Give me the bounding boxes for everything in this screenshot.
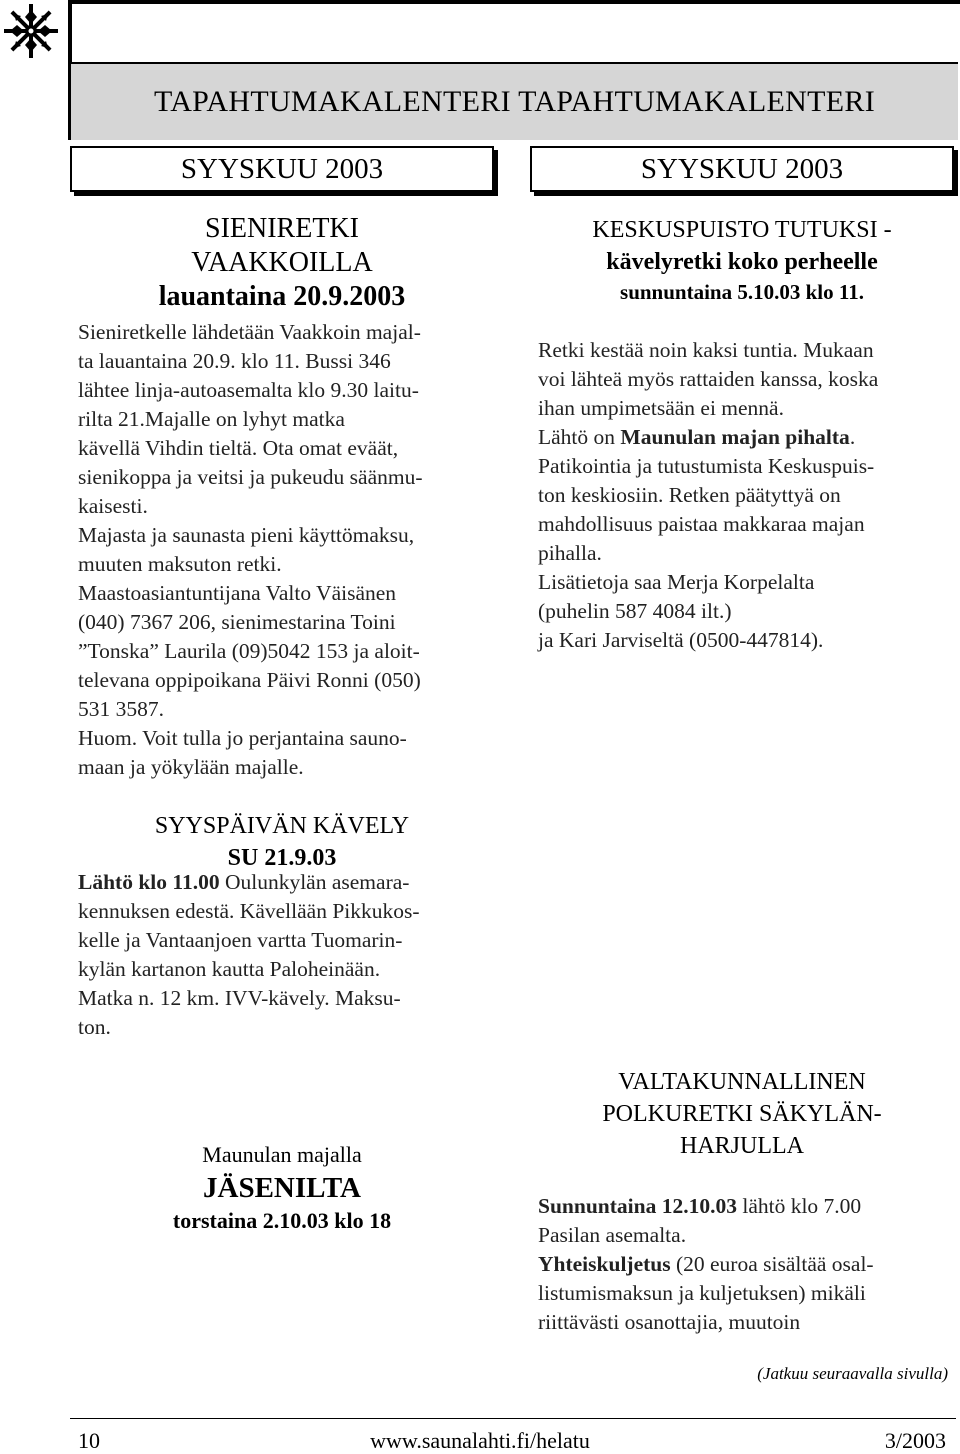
body-line: ”Tonska” Laurila (09)5042 153 ja aloit- <box>78 639 420 663</box>
body-text: (20 euroa sisältää osal- <box>670 1252 874 1276</box>
body-line: Pasilan asemalta. <box>538 1223 687 1247</box>
body-line: ihan umpimetsään ei mennä. <box>538 396 784 420</box>
month-header-right <box>530 146 954 192</box>
banner-title: TAPAHTUMAKALENTERI TAPAHTUMAKALENTERI <box>153 85 875 118</box>
body-line: Sieniretkelle lähdetään Vaakkoin majal- <box>78 320 421 344</box>
event-keskuspuisto-title <box>530 214 954 306</box>
body-line: Majasta ja saunasta pieni käyttömaksu, <box>78 523 415 547</box>
calendar-banner <box>71 62 958 140</box>
body-line: Matka n. 12 km. IVV-kävely. Maksu- <box>78 986 401 1010</box>
body-line: Lisätietoja saa Merja Korpelalta <box>538 570 815 594</box>
event-title-line: VALTAKUNNALLINEN <box>618 1069 866 1095</box>
body-line: listumismaksun ja kuljetuksen) mikäli <box>538 1281 866 1305</box>
event-date: Sunnuntaina 12.10.03 <box>538 1194 737 1218</box>
body-line: sienikoppa ja veitsi ja pukeudu säänmu- <box>78 465 423 489</box>
month-label-right: SYYSKUU 2003 <box>640 152 844 185</box>
snowflake-logo-icon <box>2 2 60 60</box>
body-line: lähtee linja-autoasemalta klo 9.30 laitu- <box>78 378 419 402</box>
event-polkuretki-title <box>530 1066 954 1162</box>
event-title-line: POLKURETKI SÄKYLÄN- <box>602 1101 882 1127</box>
body-line: kelle ja Vantaanjoen vartta Tuomarin- <box>78 928 403 952</box>
event-location: Maunulan majalla <box>202 1142 362 1167</box>
event-syyspaivan-body <box>78 868 498 1042</box>
event-title-line: VAAKKOILLA <box>191 247 373 278</box>
body-line: televana oppipoikana Päivi Ronni (050) <box>78 668 421 692</box>
event-jasenilta <box>70 1140 494 1236</box>
body-line: ton keskiosiin. Retken päätyttyä on <box>538 483 841 507</box>
body-line: ta lauantaina 20.9. klo 11. Bussi 346 <box>78 349 391 373</box>
event-date: torstaina 2.10.03 klo 18 <box>172 1208 392 1233</box>
event-title-line: SIENIRETKI <box>205 213 359 244</box>
continued-note: (Jatkuu seuraavalla sivulla) <box>757 1364 948 1383</box>
body-line: 531 3587. <box>78 697 164 721</box>
body-line: mahdollisuus paistaa makkaraa majan <box>538 512 865 536</box>
depart-time: Lähtö klo 11.00 <box>78 870 220 894</box>
event-subtitle: kävelyretki koko perheelle <box>606 249 878 275</box>
event-title-line: KESKUSPUISTO TUTUKSI - <box>592 217 892 243</box>
body-line: (040) 7367 206, sienimestarina Toini <box>78 610 396 634</box>
body-text: Lähtö on <box>538 425 621 449</box>
event-sieniretki-body <box>78 318 498 782</box>
month-label-left: SYYSKUU 2003 <box>180 152 384 185</box>
body-line: kävellä Vihdin tieltä. Ota omat eväät, <box>78 436 399 460</box>
event-title: JÄSENILTA <box>203 1172 361 1204</box>
event-date: lauantaina 20.9.2003 <box>158 281 406 312</box>
body-line: maan ja yökylään majalle. <box>78 755 304 779</box>
body-line: Huom. Voit tulla jo perjantaina sauno- <box>78 726 407 750</box>
body-text: Oulunkylän asemara- <box>219 870 410 894</box>
body-line: riittävästi osanottajia, muutoin <box>538 1310 801 1334</box>
body-line: ton. <box>78 1015 111 1039</box>
event-polkuretki-body <box>538 1192 958 1337</box>
body-line: kennuksen edestä. Kävellään Pikkukos- <box>78 899 420 923</box>
body-line: voi lähteä myös rattaiden kanssa, koska <box>538 367 879 391</box>
body-line: Retki kestää noin kaksi tuntia. Mukaan <box>538 338 874 362</box>
body-line <box>538 1192 958 1221</box>
event-title-line: HARJULLA <box>680 1133 804 1159</box>
footer-url: www.saunalahti.fi/helatu <box>370 1428 590 1453</box>
body-line: muuten maksuton retki. <box>78 552 282 576</box>
event-date: sunnuntaina 5.10.03 klo 11. <box>620 280 864 304</box>
event-sieniretki-title <box>70 212 494 314</box>
frame-line-top <box>68 0 960 4</box>
body-text: lähtö klo 7.00 <box>736 1194 862 1218</box>
body-line <box>538 423 958 452</box>
event-date: SU 21.9.03 <box>227 845 337 871</box>
footer-divider <box>70 1418 956 1419</box>
page-number: 10 <box>78 1428 100 1453</box>
body-line: (puhelin 587 4084 ilt.) <box>538 599 732 623</box>
transport-label: Yhteiskuljetus <box>538 1252 671 1276</box>
issue-number: 3/2003 <box>884 1428 946 1453</box>
body-line: Patikointia ja tutustumista Keskuspuis- <box>538 454 875 478</box>
body-line: kylän kartanon kautta Paloheinään. <box>78 957 381 981</box>
body-line: rilta 21.Majalle on lyhyt matka <box>78 407 345 431</box>
event-keskuspuisto-body <box>538 336 958 655</box>
body-line: Maastoasiantuntijana Valto Väisänen <box>78 581 397 605</box>
event-title: SYYSPÄIVÄN KÄVELY <box>154 813 410 839</box>
body-line: ja Kari Jarviseltä (0500-447814). <box>538 628 824 652</box>
event-syyspaivan-title <box>70 810 494 874</box>
body-line <box>538 1250 958 1279</box>
depart-place: Maunulan majan pihalta <box>620 425 850 449</box>
body-line <box>78 868 498 897</box>
body-line: pihalla. <box>538 541 602 565</box>
body-text: . <box>849 425 856 449</box>
body-line: kaisesti. <box>78 494 148 518</box>
month-header-left <box>70 146 494 192</box>
